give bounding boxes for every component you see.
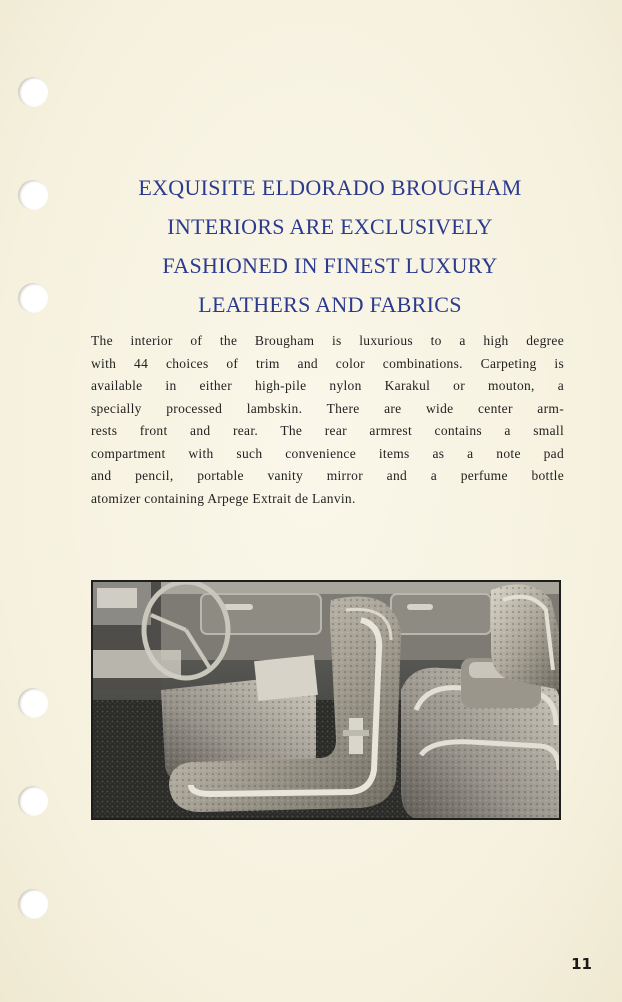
body-line: available in either high-pile nylon Karakul or mouton, a [91,378,564,393]
body-line: rests front and rear. The rear armrest contains a small [91,423,564,438]
binder-hole [18,889,48,919]
binder-hole [18,283,48,313]
headline-line: INTERIORS ARE EXCLUSIVELY [167,214,493,239]
body-line: atomizer containing Arpege Extrait de Lanvin. [91,490,356,506]
body-line: with 44 choices of trim and color combinations. Carpeting is [91,355,564,371]
binder-hole [18,77,48,107]
binder-hole [18,180,48,210]
body-line: compartment with such convenience items as a note pad [91,445,564,461]
interior-photo [91,580,561,820]
body-line: specially processed lambskin. There are wide center arm- [91,400,564,416]
headline-line: FASHIONED IN FINEST LUXURY [162,253,498,278]
headline-line: LEATHERS AND FABRICS [198,292,462,317]
body-line: and pencil, portable vanity mirror and a perfume bottle [91,468,564,483]
page-headline [60,168,600,324]
headline-line: EXQUISITE ELDORADO BROUGHAM [138,175,522,200]
body-line: The interior of the Brougham is luxurious to a high degree [91,333,564,348]
binder-hole [18,786,48,816]
page-number: 11 [571,955,592,973]
body-paragraph [91,330,564,510]
interior-photo-illustration [91,580,561,820]
binder-hole [18,688,48,718]
